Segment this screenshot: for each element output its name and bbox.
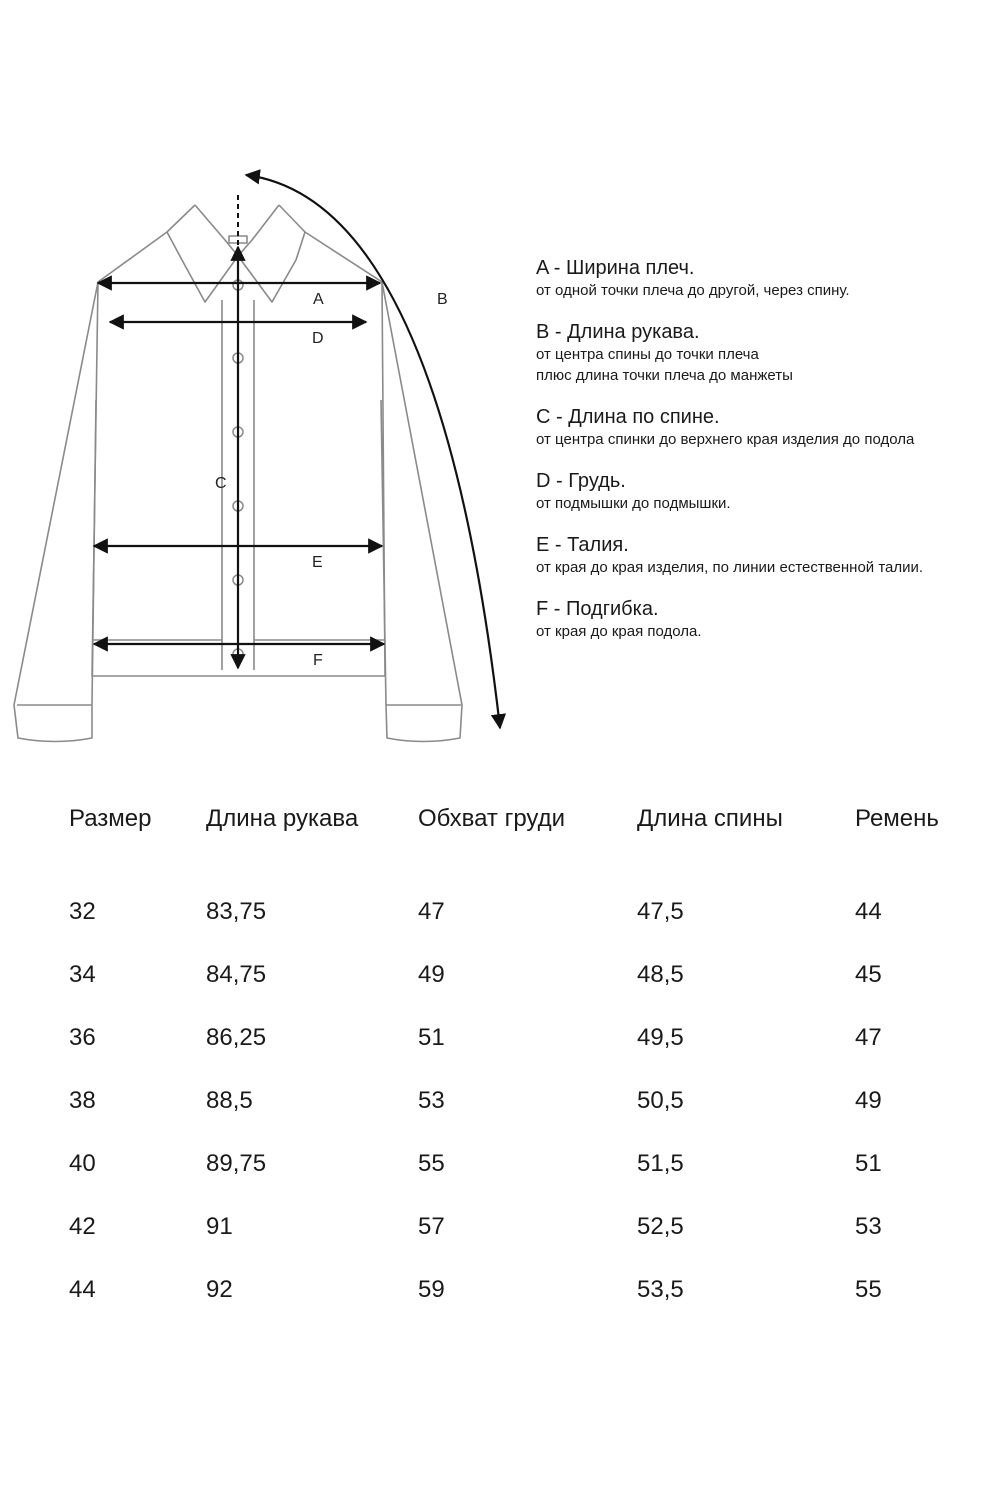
- table-cell: 88,5: [206, 1087, 253, 1114]
- legend-title: B - Длина рукава.: [536, 321, 700, 343]
- table-cell: 51,5: [637, 1150, 684, 1177]
- label-d: D: [312, 330, 324, 347]
- table-cell: 44: [69, 1276, 96, 1303]
- table-row: [0, 1023, 990, 1086]
- header-back-length: Длина спины: [637, 805, 783, 832]
- table-cell: 53,5: [637, 1276, 684, 1303]
- header-belt: Ремень: [855, 805, 939, 832]
- label-b: B: [437, 291, 448, 308]
- legend-desc: плюс длина точки плеча до манжеты: [536, 367, 793, 384]
- header-chest: Обхват груди: [418, 805, 566, 832]
- table-cell: 47,5: [637, 898, 684, 925]
- label-a: A: [313, 291, 324, 308]
- legend-desc: от края до края подола.: [536, 623, 702, 640]
- table-cell: 89,75: [206, 1150, 267, 1177]
- legend-desc: от центра спинки до верхнего края изделия до подола: [536, 431, 915, 448]
- measurement-labels: [215, 291, 448, 669]
- table-cell: 49: [418, 961, 445, 988]
- table-cell: 36: [69, 1024, 96, 1051]
- label-c: C: [215, 475, 227, 492]
- table-cell: 55: [418, 1150, 445, 1177]
- legend-desc: от центра спины до точки плеча: [536, 346, 759, 363]
- label-f: F: [313, 652, 323, 669]
- table-cell: 40: [69, 1150, 96, 1177]
- table-cell: 50,5: [637, 1087, 684, 1114]
- table-cell: 47: [855, 1024, 882, 1051]
- table-cell: 59: [418, 1276, 445, 1303]
- legend-desc: от подмышки до подмышки.: [536, 495, 731, 512]
- table-row: [0, 1149, 990, 1212]
- table-cell: 83,75: [206, 898, 267, 925]
- legend-title: E - Талия.: [536, 534, 629, 556]
- table-cell: 38: [69, 1087, 96, 1114]
- measurement-legend: [536, 256, 986, 661]
- table-row: [0, 1212, 990, 1275]
- legend-item-c: [536, 405, 986, 450]
- header-sleeve-length: Длина рукава: [206, 805, 359, 832]
- table-header: [0, 804, 990, 897]
- legend-desc: от края до края изделия, по линии естественной талии.: [536, 559, 924, 576]
- table-cell: 51: [855, 1150, 882, 1177]
- table-cell: 53: [418, 1087, 445, 1114]
- table-cell: 49,5: [637, 1024, 684, 1051]
- table-cell: 55: [855, 1276, 882, 1303]
- table-cell: 57: [418, 1213, 445, 1240]
- table-cell: 84,75: [206, 961, 267, 988]
- table-cell: 48,5: [637, 961, 684, 988]
- legend-item-f: [536, 597, 986, 642]
- legend-item-b: [536, 320, 986, 386]
- size-table: [0, 804, 990, 1338]
- header-size: Размер: [69, 805, 152, 832]
- table-row: [0, 1086, 990, 1149]
- table-row: [0, 897, 990, 960]
- legend-title: F - Подгибка.: [536, 598, 659, 620]
- table-cell: 32: [69, 898, 96, 925]
- legend-title: C - Длина по спине.: [536, 406, 720, 428]
- table-row: [0, 1275, 990, 1338]
- table-row: [0, 960, 990, 1023]
- table-cell: 92: [206, 1276, 233, 1303]
- legend-item-d: [536, 469, 986, 514]
- table-cell: 45: [855, 961, 882, 988]
- label-e: E: [312, 554, 323, 571]
- table-cell: 91: [206, 1213, 233, 1240]
- legend-item-a: [536, 256, 986, 301]
- legend-title: A - Ширина плеч.: [536, 257, 695, 279]
- table-cell: 34: [69, 961, 96, 988]
- table-body: [0, 897, 990, 1338]
- table-cell: 42: [69, 1213, 96, 1240]
- table-cell: 49: [855, 1087, 882, 1114]
- table-cell: 47: [418, 898, 445, 925]
- legend-item-e: [536, 533, 986, 578]
- table-cell: 86,25: [206, 1024, 267, 1051]
- table-cell: 44: [855, 898, 882, 925]
- jacket-diagram: [0, 150, 530, 760]
- table-cell: 51: [418, 1024, 445, 1051]
- legend-title: D - Грудь.: [536, 470, 626, 492]
- table-cell: 52,5: [637, 1213, 684, 1240]
- table-cell: 53: [855, 1213, 882, 1240]
- legend-desc: от одной точки плеча до другой, через спину.: [536, 282, 850, 299]
